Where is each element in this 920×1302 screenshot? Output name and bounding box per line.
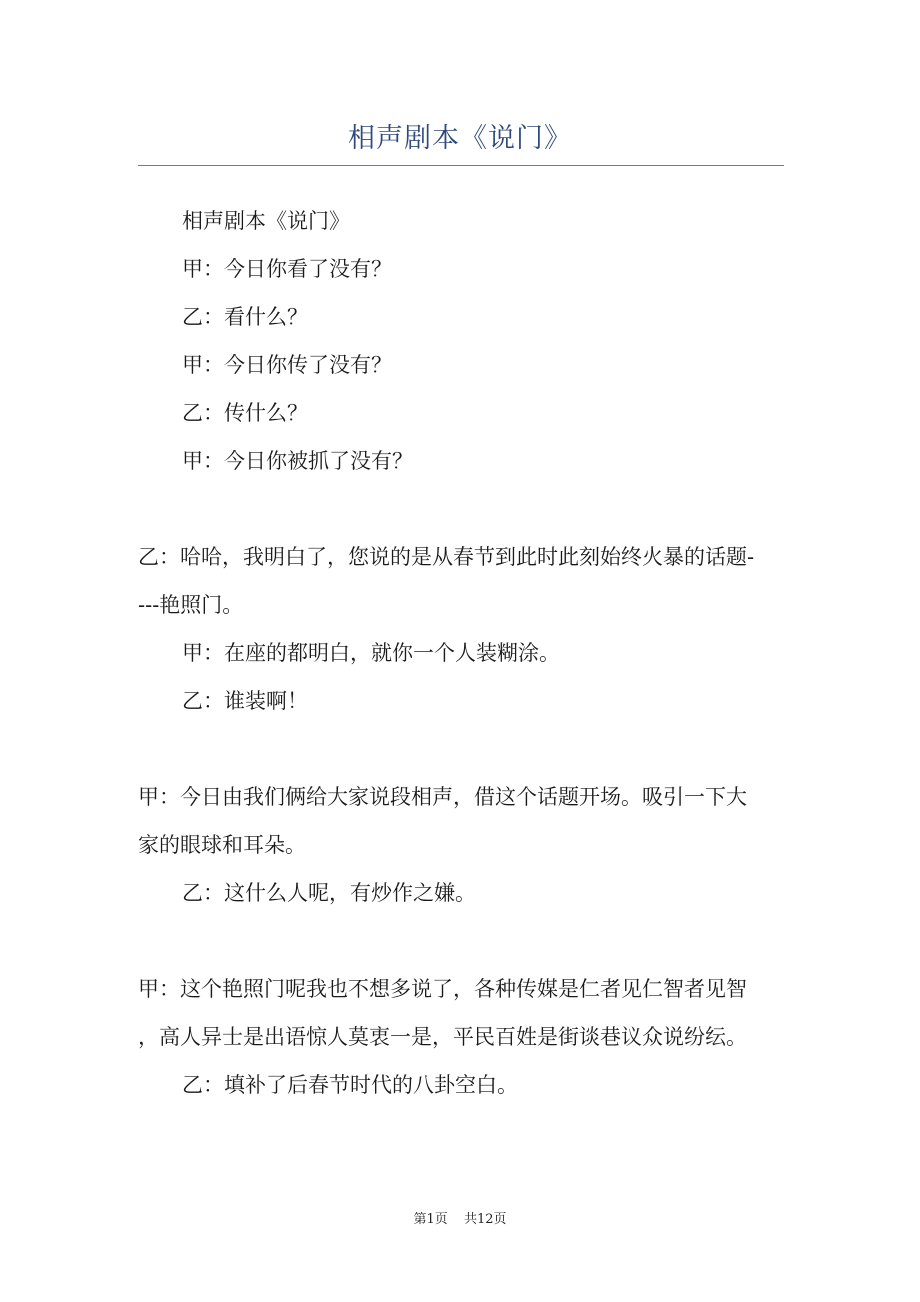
dialogue-line-continued: ，高人异士是出语惊人莫衷一是，平民百姓是街谈巷议众说纷纭。: [138, 1025, 747, 1049]
dialogue-line: 乙：看什么？: [182, 305, 308, 329]
page-number: 第1页: [413, 1212, 448, 1227]
dialogue-line: 乙：谁装啊！: [182, 689, 308, 713]
paragraph-gap: [138, 917, 788, 965]
dialogue-line: 乙：这什么人呢，有炒作之嫌。: [182, 881, 476, 905]
paragraph: 相声剧本《说门》: [182, 209, 350, 233]
paragraph-gap: [138, 725, 788, 773]
dialogue-line: 甲：今日你传了没有？: [182, 353, 392, 377]
dialogue-line: 甲：这个艳照门呢我也不想多说了，各种传媒是仁者见仁智者见智: [138, 977, 747, 1001]
dialogue-line-continued: ---艳照门。: [138, 593, 244, 617]
dialogue-line: 乙：传什么？: [182, 401, 308, 425]
page-footer: [0, 1208, 920, 1227]
dialogue-line: 甲：在座的都明白，就你一个人装糊涂。: [182, 641, 560, 665]
title-underline: [138, 165, 784, 166]
paragraph-gap: [138, 485, 788, 533]
dialogue-line: 乙：哈哈，我明白了，您说的是从春节到此时此刻始终火暴的话题-: [138, 545, 755, 569]
dialogue-line: 甲：今日你被抓了没有？: [182, 449, 413, 473]
dialogue-line: 甲：今日由我们俩给大家说段相声，借这个话题开场。吸引一下大: [138, 785, 747, 809]
document-title: 相声剧本《说门》: [348, 123, 572, 154]
page-total: 共12页: [463, 1212, 507, 1227]
dialogue-line: 乙：填补了后春节时代的八卦空白。: [182, 1073, 518, 1097]
dialogue-line: 甲：今日你看了没有？: [182, 257, 392, 281]
document-body: [138, 197, 788, 1109]
dialogue-line-continued: 家的眼球和耳朵。: [138, 833, 306, 857]
